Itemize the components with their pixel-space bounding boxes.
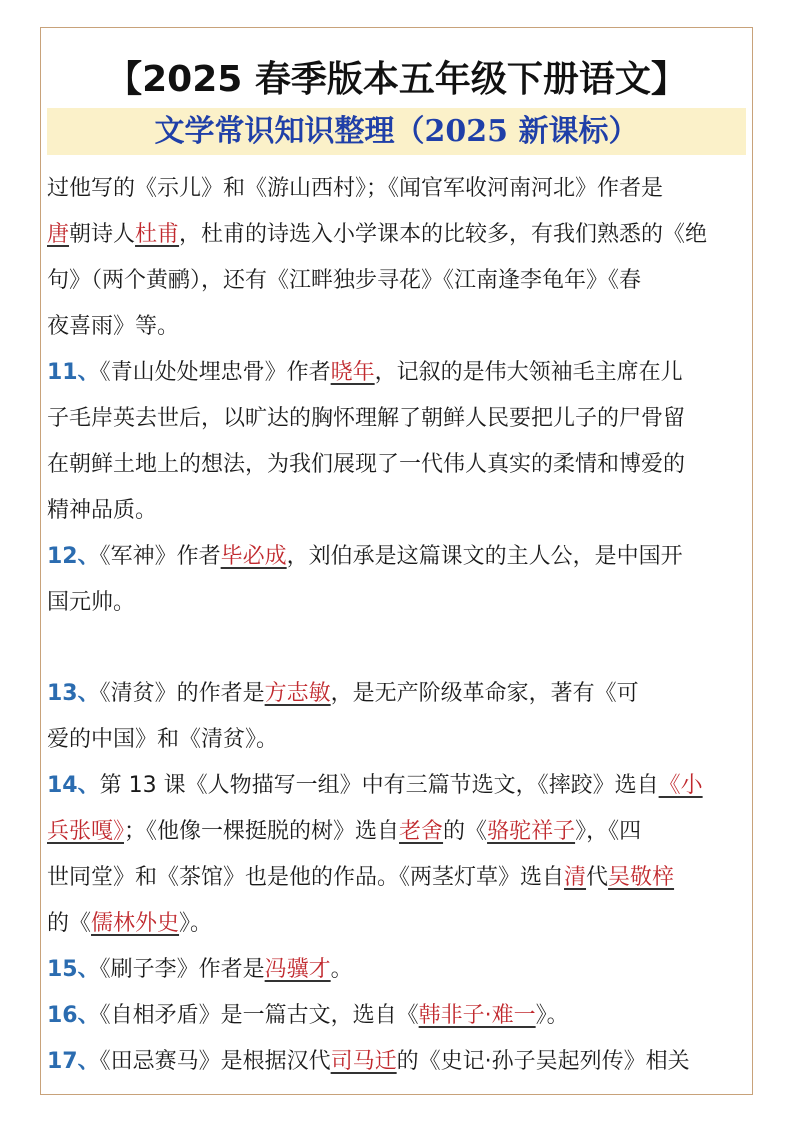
text-line [47, 212, 767, 258]
text-line [47, 304, 767, 350]
body-text: 的《 [443, 819, 488, 844]
body-text: 《刷子李》作者是 [99, 957, 265, 982]
body-text: 句》（两个黄鹂），还有《江畔独步寻花》《江南逢李龟年》《春 [47, 268, 642, 293]
text-line [47, 809, 767, 855]
highlighted-term: 兵张嘎》 [47, 819, 125, 844]
highlighted-term: 清 [564, 865, 587, 890]
item-number: 11、 [47, 360, 100, 385]
body-text: 在朝鲜土地上的想法，为我们展现了一代伟人真实的柔情和博爱的 [47, 452, 686, 477]
body-text: 《军神》作者 [99, 544, 221, 569]
body-text: ，记叙的是伟大领袖毛主席在儿 [374, 360, 683, 385]
text-line [47, 396, 767, 442]
item-number: 14、 [47, 773, 100, 798]
body-text: 过他写的《示儿》和《游山西村》；《闻官军收河南河北》作者是 [47, 176, 664, 201]
text-line [47, 717, 767, 763]
highlighted-term: 骆驼祥子 [487, 819, 576, 844]
item-number: 17、 [47, 1049, 100, 1074]
text-line [47, 534, 767, 580]
text-line [47, 580, 767, 626]
text-line [47, 947, 767, 993]
body-text: 的《 [47, 911, 92, 936]
highlighted-term: 晓年 [330, 360, 375, 385]
blank-line [47, 626, 767, 671]
highlighted-term: 方志敏 [264, 681, 331, 706]
highlighted-term: 吴敬梓 [608, 865, 675, 890]
body-text: 国元帅。 [47, 590, 136, 615]
text-line [47, 901, 767, 947]
document-body [47, 166, 767, 1085]
body-text: 的《史记·孙子吴起列传》相关 [396, 1049, 690, 1074]
highlighted-term: 《小 [658, 773, 703, 798]
body-text: 夜喜雨》等。 [47, 314, 180, 339]
text-line [47, 442, 767, 488]
highlighted-term: 杜甫 [135, 222, 180, 247]
page-subtitle: 文学常识知识整理（2025 新课标） [154, 114, 639, 149]
text-line [47, 258, 767, 304]
highlighted-term: 司马迁 [330, 1049, 397, 1074]
body-text: 》。 [535, 1003, 569, 1028]
highlighted-term: 冯骥才 [264, 957, 331, 982]
body-text: 朝诗人 [69, 222, 136, 247]
highlighted-term: 老舍 [399, 819, 444, 844]
body-text: 《田忌赛马》是根据汉代 [99, 1049, 331, 1074]
highlighted-term: 韩非子·难一 [418, 1003, 536, 1028]
body-text: 世同堂》和《茶馆》也是他的作品。《两茎灯草》选自 [47, 865, 565, 890]
body-text: 。 [330, 957, 353, 982]
body-text: 》，《四 [575, 819, 642, 844]
body-text: 爱的中国》和《清贫》。 [47, 727, 279, 752]
body-text: 《清贫》的作者是 [99, 681, 265, 706]
body-text: 精神品质。 [47, 498, 158, 523]
body-text: ，杜甫的诗选入小学课本的比较多，有我们熟悉的《绝 [179, 222, 708, 247]
text-line [47, 993, 767, 1039]
body-text: ；《他像一棵挺脱的树》选自 [124, 819, 400, 844]
item-number: 16、 [47, 1003, 100, 1028]
body-text: 代 [586, 865, 609, 890]
body-text: 《青山处处埋忠骨》作者 [99, 360, 331, 385]
body-text: 《自相矛盾》是一篇古文，选自《 [99, 1003, 419, 1028]
text-line [47, 671, 767, 717]
highlighted-term: 毕必成 [220, 544, 287, 569]
body-text: 子毛岸英去世后，以旷达的胸怀理解了朝鲜人民要把儿子的尸骨留 [47, 406, 686, 431]
page-title: 【2025 春季版本五年级下册语文】 [106, 59, 687, 100]
text-line [47, 855, 767, 901]
text-line [47, 166, 767, 212]
body-text: 》。 [179, 911, 213, 936]
body-text: 第 13 课《人物描写一组》中有三篇节选文，《摔跤》选自 [99, 773, 659, 798]
body-text: ，刘伯承是这篇课文的主人公，是中国开 [286, 544, 683, 569]
body-text: ，是无产阶级革命家，著有《可 [330, 681, 639, 706]
item-number: 12、 [47, 544, 100, 569]
text-line [47, 1039, 767, 1085]
text-line [47, 350, 767, 396]
highlighted-term: 儒林外史 [91, 911, 180, 936]
text-line [47, 488, 767, 534]
highlighted-term: 唐 [47, 222, 70, 247]
text-line [47, 763, 767, 809]
item-number: 13、 [47, 681, 100, 706]
item-number: 15、 [47, 957, 100, 982]
